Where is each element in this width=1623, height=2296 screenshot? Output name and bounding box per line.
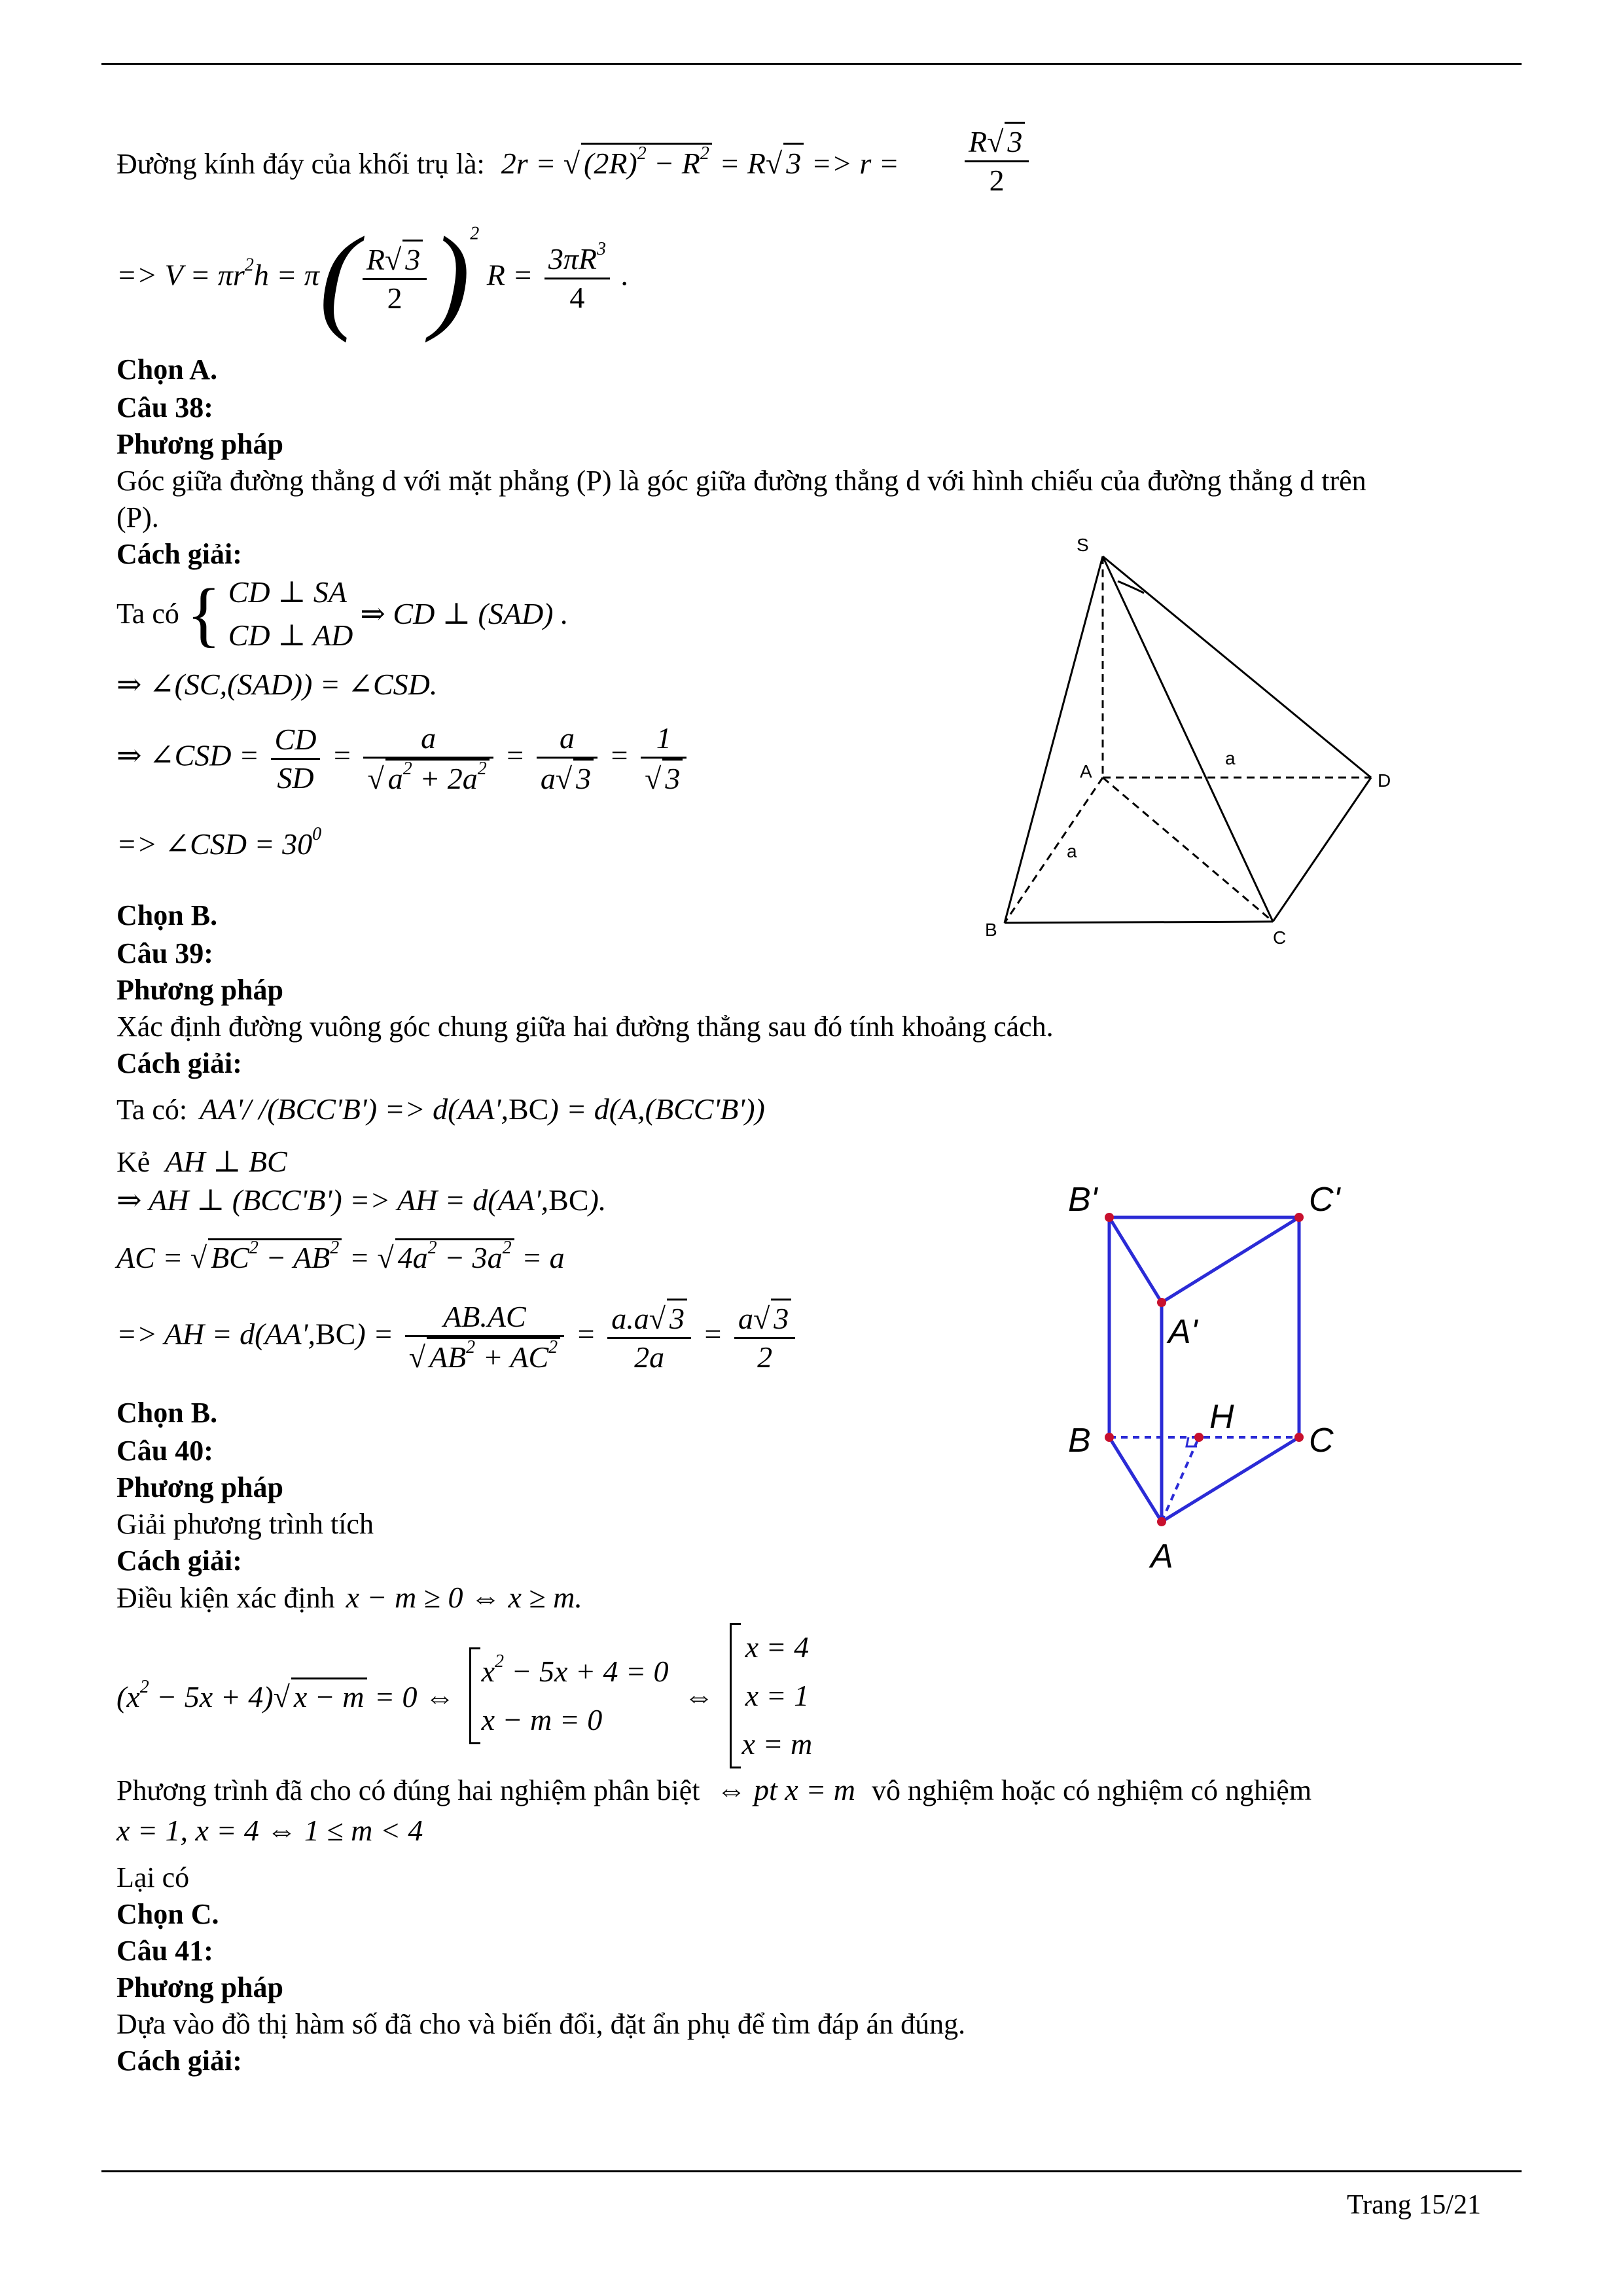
q37-diameter-line: [116, 143, 899, 183]
q39-ac-line: AC = √ $BC^2 - AB^2$ = √ $4a^2 - 3a^2 = a$: [116, 1238, 565, 1274]
q39-result-line: => AH = d(AA',BC) = $\frac{AB.AC}{√ AB^2 + AC^2}$ = $\frac{a.a√ 3}{2a}$ = $\frac{a√ 3}{2}$: [116, 1299, 799, 1376]
q38-method-label: Phương pháp: [116, 428, 283, 460]
q39-method-label: Phương pháp: [116, 974, 283, 1006]
edge-AC: [1103, 778, 1273, 922]
q38-angle-line: ⇒ ∠(SC,(SAD)) = ∠CSD.: [116, 668, 438, 701]
q37-volume-formula: => $V = \pi r^2h = \pi$( $\frac{R√ 3}{2}$ )$^2$ R = $\frac{3\pi R^3}{4}$ .: [116, 213, 629, 343]
edge-ApCp: [1162, 1217, 1299, 1302]
q41-method-label: Phương pháp: [116, 1971, 283, 2003]
q39-prism-figure: [1047, 1172, 1387, 1597]
q40-solution-label: Cách giải:: [116, 1545, 242, 1577]
footer-rule: [101, 2170, 1522, 2172]
point-Ap: [1157, 1298, 1166, 1307]
q39-ah-line: ⇒ AH ⊥ (BCC'B') => AH = d(AA',BC).: [116, 1183, 607, 1217]
q38-system-lines: CD ⊥ SA CD ⊥ AD: [228, 575, 353, 652]
q40-title: Câu 40:: [116, 1435, 213, 1467]
q40-roots-line: x = 1, x = 4 ⇔ 1 ≤ m < 4: [116, 1814, 423, 1847]
point-Cp: [1294, 1213, 1304, 1222]
edge-AB: [1005, 778, 1103, 923]
q40-pt-line: Phương trình đã cho có đúng hai nghiệm phân biệt ⇔ pt x = m vô nghiệm hoặc có nghiệm có nghiệm: [116, 1773, 1312, 1806]
edge-AC: [1162, 1437, 1299, 1522]
q40-answer: Chọn C.: [116, 1898, 219, 1930]
edge-SC: [1103, 556, 1273, 922]
q40-pt-text-1: Phương trình đã cho có đúng hai nghiệm phân biệt: [116, 1774, 700, 1806]
q39-parallel-line: Ta có: AA'/ /(BCC'B') => d(AA',BC) = d(A,(BCC'B')): [116, 1092, 765, 1126]
q41-title: Câu 41:: [116, 1935, 213, 1967]
left-brace: {: [186, 574, 221, 654]
edge-SB: [1005, 556, 1103, 923]
q39-solution-label: Cách giải:: [116, 1047, 242, 1079]
label-Bp: B': [1068, 1181, 1097, 1219]
label-D: D: [1378, 770, 1391, 791]
label-A: A: [1080, 761, 1092, 781]
label-B: B: [1068, 1422, 1091, 1460]
q38-system: Ta có { CD ⊥ SA CD ⊥ AD ⇒ CD ⊥ (SAD) .: [116, 571, 569, 657]
label-Cp: C': [1309, 1181, 1340, 1219]
q40-lai-co: Lại có: [116, 1861, 190, 1893]
q38-ta-co: Ta có: [116, 598, 179, 630]
q40-method-text: Giải phương trình tích: [116, 1508, 374, 1540]
point-B: [1105, 1433, 1114, 1442]
q38-result-line: => ∠CSD = $30^0$: [116, 824, 322, 861]
page-number: Trang 15/21: [1347, 2190, 1481, 2220]
q39-ta-co: Ta có:: [116, 1094, 188, 1126]
label-S: S: [1077, 535, 1089, 555]
q39-title: Câu 39:: [116, 937, 213, 969]
label-H: H: [1209, 1398, 1234, 1436]
q40-equation: $(x^2 - 5x + 4)√$ x − m = 0 ⇔ $x^2 - 5x + 4 = 0$ x − m = 0 ⇔ x = 4 x = 1 x = m: [116, 1623, 812, 1768]
edge-BC: [1005, 922, 1273, 923]
point-Bp: [1105, 1213, 1114, 1222]
q38-title: Câu 38:: [116, 391, 213, 423]
q40-pt-text-2: vô nghiệm hoặc có nghiệm có nghiệm: [871, 1774, 1312, 1806]
point-A: [1157, 1517, 1166, 1526]
q40-method-label: Phương pháp: [116, 1471, 283, 1503]
label-Ap: A': [1168, 1313, 1198, 1351]
q41-method-text: Dựa vào đồ thị hàm số đã cho và biến đổi, đặt ẩn phụ để tìm đáp án đúng.: [116, 2008, 966, 2040]
q37-diameter-formula: 2r = √ $(2R)^2 - R^2 = R√$ 3 => r =: [501, 147, 899, 180]
label-A: A: [1150, 1537, 1173, 1575]
q39-ke: Kẻ: [116, 1146, 151, 1178]
q37-r-fraction: $\frac{R√ 3}{2}$: [961, 122, 1033, 199]
header-rule: [101, 63, 1522, 65]
q38-pyramid-figure: [982, 530, 1414, 949]
q38-solution-label: Cách giải:: [116, 538, 242, 570]
q40-dk-label: Điều kiện xác định: [116, 1582, 335, 1614]
q38-answer: Chọn B.: [116, 899, 218, 931]
point-C: [1294, 1433, 1304, 1442]
q39-answer: Chọn B.: [116, 1397, 218, 1429]
label-C: C: [1309, 1422, 1334, 1460]
q39-ke-line: Kẻ AH ⊥ BC: [116, 1145, 287, 1178]
edge-BpAp: [1109, 1217, 1162, 1302]
q37-diameter-label: Đường kính đáy của khối trụ là:: [116, 148, 485, 180]
q38-cos-line: ⇒ ∠CSD = $\frac{CD}{SD}$ = $\frac{a}{√ a^2 + 2a^2}$ = $\frac{a}{a√ 3}$ = $\frac{1}{√ 3}$: [116, 720, 690, 797]
edge-SD: [1103, 556, 1371, 778]
q37-answer: Chọn A.: [116, 353, 218, 386]
label-C: C: [1273, 927, 1287, 948]
label-a-AD: a: [1225, 748, 1236, 768]
edge-CD: [1273, 778, 1371, 922]
q40-condition-line: Điều kiện xác định x − m ≥ 0 ⇔ x ≥ m.: [116, 1581, 582, 1614]
q41-solution-label: Cách giải:: [116, 2045, 242, 2077]
label-a-AB: a: [1067, 841, 1077, 861]
q38-method-text-2: (P).: [116, 501, 159, 533]
edge-AB: [1109, 1437, 1162, 1522]
label-B: B: [985, 920, 997, 940]
q39-method-text: Xác định đường vuông góc chung giữa hai đường thẳng sau đó tính khoảng cách.: [116, 1011, 1054, 1043]
q38-method-text-1: Góc giữa đường thẳng d với mặt phẳng (P) là góc giữa đường thẳng d với hình chiếu của đường thẳng d trên: [116, 465, 1366, 497]
point-H: [1194, 1433, 1204, 1442]
